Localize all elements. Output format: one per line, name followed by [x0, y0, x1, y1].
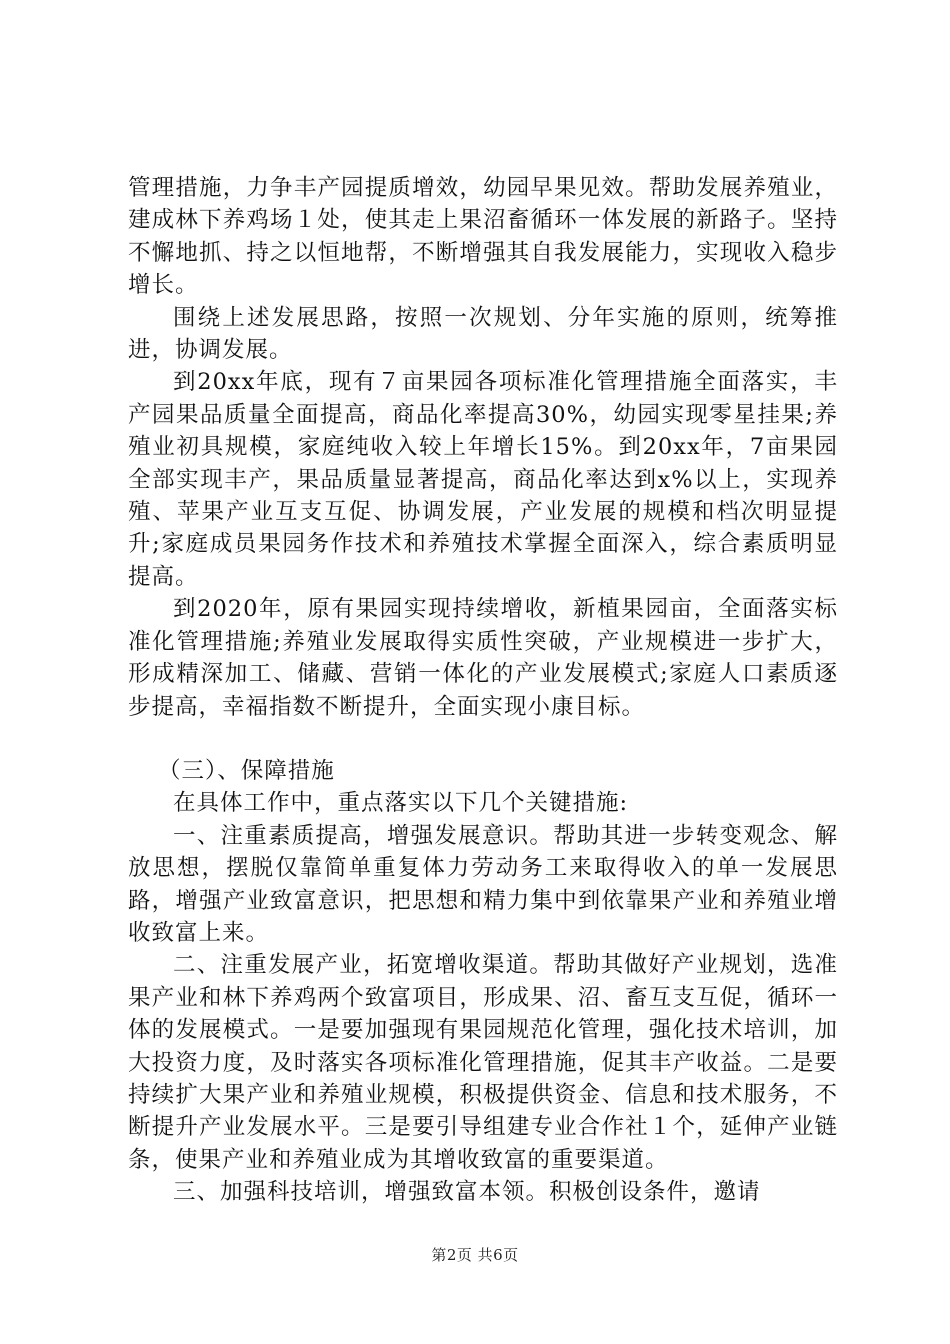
paragraph-measure-two: 二、注重发展产业，拓宽增收渠道。帮助其做好产业规划，选准果产业和林下养鸡两个致富项目，形成果、沼、畜互支互促，循环一体的发展模式。一是要加强现有果园规范化管理，强化技术培训，加大投资力度，及时落实各项标准化管理措施，促其丰产收益。二是要持续扩大果产业和养殖业规模，积极提供资金、信息和技术服务，不断提升产业发展水平。三是要引导组建专业合作社１个，延伸产业链条，使果产业和养殖业成为其增收致富的重要渠道。	[128, 952, 838, 1173]
paragraph-measure-three: 三、加强科技培训，增强致富本领。积极创设条件，邀请	[173, 1179, 761, 1206]
paragraph-year-end-goals: 到20xx年底，现有７亩果园各项标准化管理措施全面落实，丰产园果品质量全面提高，商品化率提高30%，幼园实现零星挂果;养殖业初具规模，家庭纯收入较上年增长15%。到20xx年，7亩果园全部实现丰产，果品质量显著提高，商品化率达到x%以上，实现养殖、苹果产业互支互促、协调发展，产业发展的规模和档次明显提升;家庭成员果园务作技术和养殖技术掌握全面深入，综合素质明显提高。	[128, 369, 838, 590]
paragraph-development-approach: 围绕上述发展思路，按照一次规划、分年实施的原则，统筹推进，协调发展。	[128, 304, 838, 364]
document-body	[128, 172, 838, 1209]
page-footer	[0, 1244, 950, 1265]
page-number-label: 第2页 共6页	[431, 1246, 519, 1264]
paragraph-measure-one: 一、注重素质提高，增强发展意识。帮助其进一步转变观念、解放思想，摆脱仅靠简单重复体力劳动务工来取得收入的单一发展思路，增强产业致富意识，把思想和精力集中到依靠果产业和养殖业增收致富上来。	[128, 822, 838, 946]
paragraph-continuation: 管理措施，力争丰产园提质增效，幼园早果见效。帮助发展养殖业，建成林下养鸡场１处，使其走上果沼畜循环一体发展的新路子。坚持不懈地抓、持之以恒地帮，不断增强其自我发展能力，实现收入稳步增长。	[128, 175, 838, 299]
paragraph-2020-goals: 到2020年，原有果园实现持续增收，新植果园亩，全面落实标准化管理措施;养殖业发展取得实质性突破，产业规模进一步扩大，形成精深加工、储藏、营销一体化的产业发展模式;家庭人口素质逐步提高，幸福指数不断提升，全面实现小康目标。	[128, 596, 838, 720]
paragraph-key-measures-intro: 在具体工作中，重点落实以下几个关键措施:	[173, 790, 629, 817]
section-heading-safeguards: （三）、保障措施	[158, 757, 335, 784]
